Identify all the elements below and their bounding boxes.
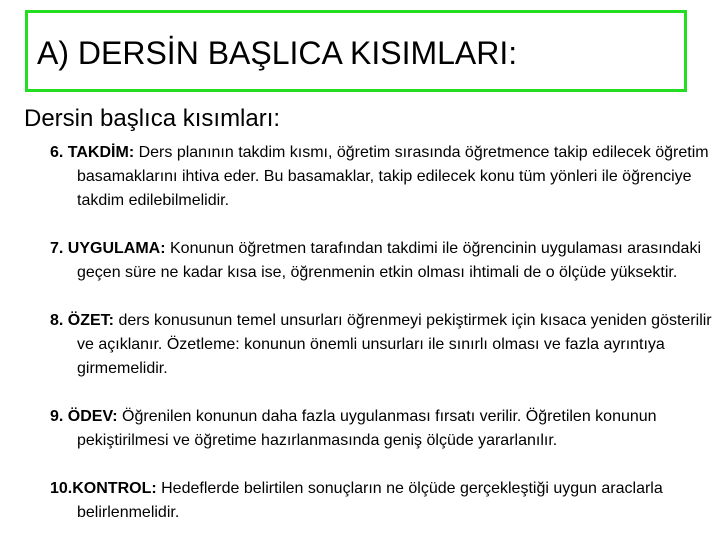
item-text: Öğrenilen konunun daha fazla uygulanması fırsatı verilir. Öğretilen konunun pekiştirilmesi ve öğretime hazırlanmasında geniş ölçüde yararlanılır.	[77, 408, 657, 449]
list-item-ozet	[50, 309, 718, 381]
item-list	[50, 141, 718, 525]
list-item-odev	[50, 405, 718, 453]
item-heading: 7. UYGULAMA:	[50, 240, 166, 257]
item-text: ders konusunun temel unsurları öğrenmeyi pekiştirmek için kısaca yeniden gösterilir ve açıklanır. Özetleme: konunun önemli unsurları ile sınırlı olması ve fazla ayrıntıya girmemelidir.	[77, 312, 712, 377]
item-text: Ders planının takdim kısmı, öğretim sırasında öğretmence takip edilecek öğretim basamaklarını ihtiva eder. Bu basamaklar, takip edilecek konu tüm yönleri ile öğrenciye takdim edilebilmelidir.	[77, 144, 709, 209]
list-item-takdim	[50, 141, 718, 213]
item-heading: 10.KONTROL:	[50, 480, 157, 497]
item-heading: 6. TAKDİM:	[50, 144, 135, 161]
title-box	[25, 10, 687, 92]
list-item-kontrol	[50, 477, 718, 525]
item-heading: 8. ÖZET:	[50, 312, 115, 329]
section-subtitle: Dersin başlıca kısımları:	[24, 105, 281, 132]
list-item-uygulama	[50, 237, 718, 285]
page-title: A) DERSİN BAŞLICA KISIMLARI:	[37, 35, 518, 71]
item-text: Konunun öğretmen tarafından takdimi ile öğrencinin uygulaması arasındaki geçen süre ne kadar kısa ise, öğrenmenin etkin olması ihtimali de o ölçüde yüksektir.	[77, 240, 701, 281]
item-heading: 9. ÖDEV:	[50, 408, 118, 425]
item-text: Hedeflerde belirtilen sonuçların ne ölçüde gerçekleştiği uygun araclarla belirlenmelidir.	[77, 480, 663, 521]
